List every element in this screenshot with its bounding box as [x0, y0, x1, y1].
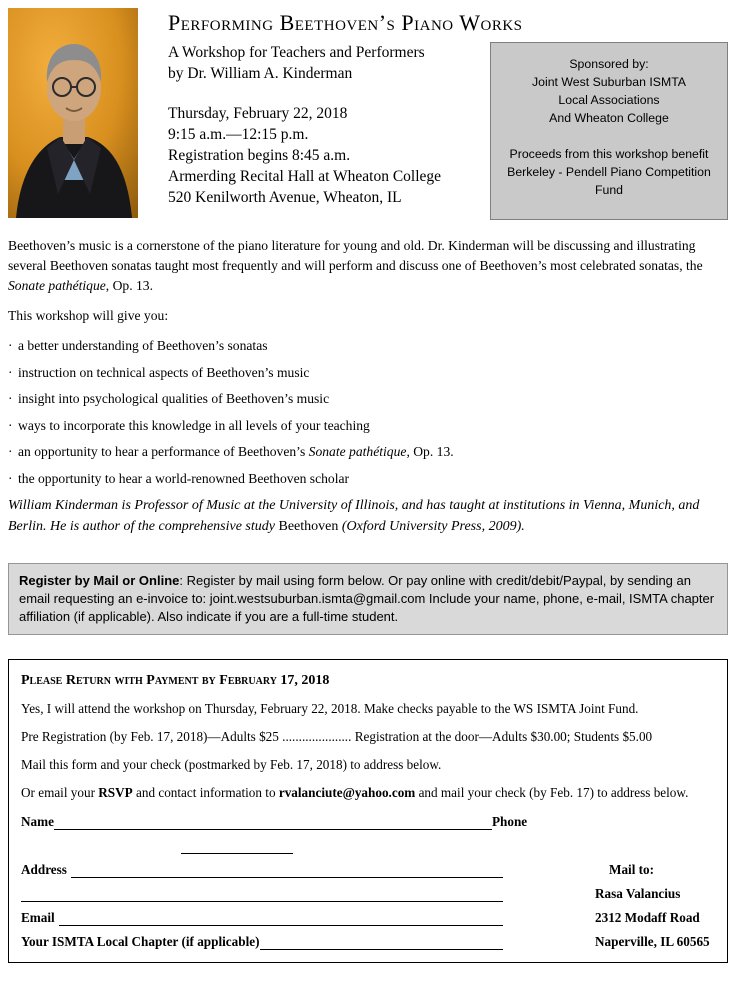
subtitle-line-1: A Workshop for Teachers and Performers	[168, 44, 425, 61]
bullet-text-end: , Op. 13.	[406, 444, 454, 459]
sponsor-line: Proceeds from this workshop benefit	[509, 147, 709, 161]
sponsor-line: Local Associations	[558, 93, 660, 107]
address-field	[21, 862, 503, 878]
bullet-text: the opportunity to hear a world-renowned Beethoven scholar	[18, 470, 350, 486]
bullet-item	[8, 416, 728, 436]
phone-input-line	[181, 838, 293, 854]
email-field	[21, 910, 503, 926]
phone-label: Phone	[491, 814, 528, 829]
bio-text-end: (Oxford University Press, 2009).	[338, 519, 525, 534]
email-label: Email	[21, 910, 55, 925]
detail-venue: Armerding Recital Hall at Wheaton College	[168, 168, 442, 185]
sponsor-proceeds	[497, 145, 721, 199]
sponsor-line: Joint West Suburban ISMTA	[531, 75, 686, 89]
form-attend-line: Yes, I will attend the workshop on Thursday, February 22, 2018. Make checks payable to the WS ISMTA Joint Fund.	[21, 701, 639, 716]
speaker-portrait-illustration	[8, 8, 138, 218]
rsvp-email-address: rvalanciute@yahoo.com	[278, 785, 416, 800]
detail-date: Thursday, February 22, 2018	[168, 105, 348, 122]
email-line-text: Or email your	[21, 785, 99, 800]
header	[8, 8, 728, 220]
speaker-photo	[8, 8, 138, 218]
bullet-item	[8, 363, 728, 383]
bullet-list	[8, 336, 728, 489]
form-pricing-line: Pre Registration (by Feb. 17, 2018)—Adults $25 ..................... Registration at the door—Adults $30.00; Students $5.00	[21, 729, 653, 744]
email-line-text: and mail your check (by Feb. 17) to address below.	[415, 785, 689, 800]
rsvp-text: RSVP	[98, 785, 133, 800]
form-row-address	[21, 862, 715, 878]
sponsor-box	[490, 42, 728, 220]
detail-registration-time: Registration begins 8:45 a.m.	[168, 147, 351, 164]
bio-text: William Kinderman is Professor of Music at the University of Illinois, and has taught at institutions in Vienna, Munich, and Berlin. He is author of the comprehensive study	[8, 498, 700, 534]
chapter-field	[21, 934, 503, 950]
gives-you-line: This workshop will give you:	[8, 308, 169, 323]
register-body: : Register by mail using form below. Or pay online with credit/debit/Paypal, by sending an email requesting an e-invoice to: joint.westsuburban.ismta@gmail.com Include your name, phone, e-mail, ISMTA chapter affiliation (if applicable). Also indicate if you are a full-time student.	[19, 573, 715, 624]
register-info	[19, 572, 717, 626]
subtitle	[168, 42, 486, 84]
bullet-marker: ·	[8, 364, 13, 380]
mailto-street: 2312 Modaff Road	[595, 910, 700, 925]
address-field-2	[21, 886, 503, 902]
name-input-line	[54, 814, 492, 830]
bullet-marker: ·	[8, 391, 13, 406]
intro-paragraph	[8, 236, 728, 296]
address-input-line-2	[21, 886, 503, 902]
register-box	[8, 563, 728, 635]
event-info	[168, 42, 486, 220]
form-row-email	[21, 910, 715, 926]
register-heading: Register by Mail or Online	[19, 573, 180, 588]
sponsor-line: Berkeley - Pendell Piano Competition	[507, 165, 711, 179]
name-label: Name	[21, 814, 54, 829]
intro-work-title: Sonate pathétique	[8, 278, 106, 293]
mailto-city: Naperville, IL 60565	[595, 934, 710, 949]
bullet-text: a better understanding of Beethoven’s sonatas	[18, 338, 268, 353]
address-label: Address	[21, 862, 67, 877]
page-title: Performing Beethoven’s Piano Works	[168, 10, 523, 35]
bullet-work-title: Sonate pathétique	[308, 444, 407, 459]
form-row-name-phone	[21, 814, 715, 830]
bullet-item	[8, 336, 728, 356]
bullet-item	[8, 389, 728, 409]
bullet-text: ways to incorporate this knowledge in all levels of your teaching	[18, 417, 370, 433]
bullet-text: insight into psychological qualities of Beethoven’s music	[18, 391, 330, 406]
sponsor-line: And Wheaton College	[549, 111, 669, 125]
event-details	[168, 103, 486, 208]
form-row-address-2	[21, 886, 715, 902]
form-mail-line: Mail this form and your check (postmarked by Feb. 17, 2018) to address below.	[21, 757, 442, 772]
mailto-recipient: Rasa Valancius	[595, 886, 681, 901]
bullet-text: an opportunity to hear a performance of Beethoven’s	[18, 444, 309, 459]
bullet-marker: ·	[8, 470, 13, 486]
bullet-marker: ·	[8, 417, 13, 433]
chapter-input-line	[260, 934, 504, 950]
bio-book-title: Beethoven	[278, 519, 339, 534]
bullet-text: instruction on technical aspects of Beethoven’s music	[18, 364, 310, 380]
sponsor-line: Fund	[594, 183, 624, 197]
form-row-chapter	[21, 934, 715, 950]
form-row-phone-continuation	[21, 838, 715, 854]
detail-address: 520 Kenilworth Avenue, Wheaton, IL	[168, 189, 402, 206]
body-copy	[8, 236, 728, 537]
detail-time: 9:15 a.m.—12:15 p.m.	[168, 126, 309, 143]
sponsor-line: Sponsored by:	[569, 57, 649, 71]
bullet-marker: ·	[8, 444, 13, 459]
chapter-label: Your ISMTA Local Chapter (if applicable)	[21, 934, 260, 949]
bullet-item	[8, 442, 728, 462]
address-input-line	[71, 862, 503, 878]
form-email-line	[21, 785, 715, 801]
bullet-item	[8, 469, 728, 489]
email-line-text: and contact information to	[132, 785, 279, 800]
intro-text-end: , Op. 13.	[105, 278, 153, 293]
header-right	[168, 8, 728, 220]
form-title: Please Return with Payment by February 17, 2018	[21, 673, 330, 688]
mailto-heading: Mail to:	[609, 862, 655, 877]
intro-text: Beethoven’s music is a cornerstone of the piano literature for young and old. Dr. Kinderman will be discussing and illustrating several Beethoven sonatas taught most frequently and will perform and discuss one of Beethoven’s most celebrated sonatas, the	[8, 238, 703, 273]
bullet-marker: ·	[8, 338, 13, 353]
email-input-line	[59, 910, 503, 926]
speaker-bio	[8, 495, 728, 537]
header-row	[168, 42, 728, 220]
subtitle-line-2: by Dr. William A. Kinderman	[168, 65, 353, 82]
registration-form	[8, 659, 728, 963]
